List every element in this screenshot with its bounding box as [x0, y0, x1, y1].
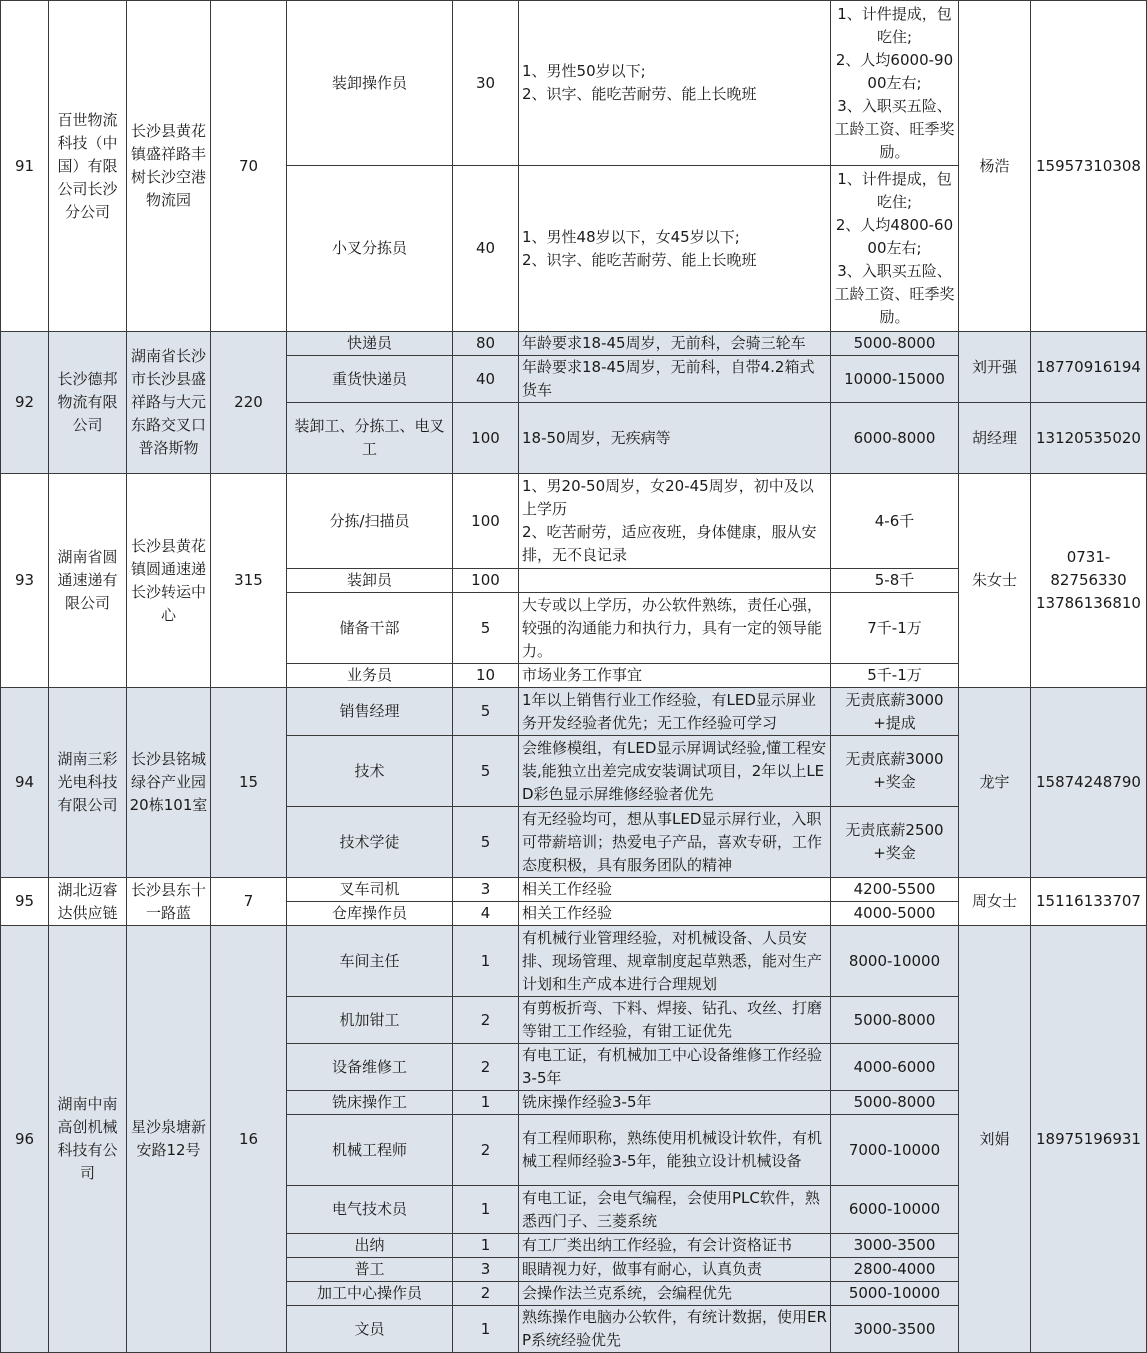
contact-phone: 15874248790: [1031, 688, 1147, 878]
job-count: 1: [453, 1186, 519, 1234]
total-headcount: 16: [211, 926, 287, 1353]
contact-phone: 0731- 82756330 13786136810: [1031, 474, 1147, 688]
job-salary: 8000-10000: [831, 926, 959, 997]
job-requirements: [519, 569, 831, 593]
job-title: 机加钳工: [287, 997, 453, 1044]
job-salary: 6000-8000: [831, 403, 959, 474]
job-salary: 7000-10000: [831, 1115, 959, 1186]
job-requirements: 市场业务工作事宜: [519, 664, 831, 688]
job-title: 销售经理: [287, 688, 453, 736]
job-count: 5: [453, 688, 519, 736]
total-headcount: 220: [211, 332, 287, 474]
job-requirements: 铣床操作经验3-5年: [519, 1091, 831, 1115]
job-count: 100: [453, 569, 519, 593]
job-title: 普工: [287, 1258, 453, 1282]
contact-phone: 18770916194: [1031, 332, 1147, 403]
job-count: 2: [453, 1044, 519, 1091]
job-salary: 5-8千: [831, 569, 959, 593]
job-salary: 5000-10000: [831, 1282, 959, 1306]
job-requirements: 熟练操作电脑办公软件，有统计数据，使用ERP系统经验优先: [519, 1306, 831, 1353]
job-requirements: 1、男性48岁以下，女45岁以下; 2、识字、能吃苦耐劳、能上长晚班: [519, 166, 831, 332]
job-count: 1: [453, 1234, 519, 1258]
job-salary: 6000-10000: [831, 1186, 959, 1234]
job-count: 3: [453, 1258, 519, 1282]
table-row: [1, 474, 1147, 569]
job-count: 100: [453, 403, 519, 474]
job-requirements: 会操作法兰克系统，会编程优先: [519, 1282, 831, 1306]
company-address: 长沙县黄花镇圆通速递长沙转运中心: [127, 474, 211, 688]
job-count: 1: [453, 1306, 519, 1353]
job-count: 2: [453, 1115, 519, 1186]
job-count: 100: [453, 474, 519, 569]
job-requirements: 1、男性50岁以下; 2、识字、能吃苦耐劳、能上长晚班: [519, 1, 831, 166]
job-count: 80: [453, 332, 519, 356]
job-salary: 4000-6000: [831, 1044, 959, 1091]
table-row: [1, 926, 1147, 997]
company-name: 长沙德邦物流有限公司: [49, 332, 127, 474]
contact-person: 刘开强: [959, 332, 1031, 403]
job-salary: 4200-5500: [831, 878, 959, 902]
contact-phone: 13120535020: [1031, 403, 1147, 474]
job-title: 铣床操作工: [287, 1091, 453, 1115]
job-title: 文员: [287, 1306, 453, 1353]
job-requirements: 有无经验均可，想从事LED显示屏行业，入职可带薪培训；热爱电子产品，喜欢专研，工作态度积极，具有服务团队的精神: [519, 807, 831, 878]
job-count: 4: [453, 902, 519, 926]
job-salary: 5千-1万: [831, 664, 959, 688]
job-count: 10: [453, 664, 519, 688]
job-requirements: 会维修模组，有LED显示屏调试经验,懂工程安装,能独立出差完成安装调试项目，2年以上LED彩色显示屏维修经验者优先: [519, 736, 831, 807]
job-salary: 4000-5000: [831, 902, 959, 926]
job-requirements: 年龄要求18-45周岁，无前科，会骑三轮车: [519, 332, 831, 356]
job-title: 出纳: [287, 1234, 453, 1258]
job-requirements: 年龄要求18-45周岁，无前科，自带4.2箱式货车: [519, 356, 831, 403]
job-title: 技术学徒: [287, 807, 453, 878]
job-title: 加工中心操作员: [287, 1282, 453, 1306]
company-name: 百世物流科技（中国）有限公司长沙分公司: [49, 1, 127, 332]
job-requirements: 18-50周岁，无疾病等: [519, 403, 831, 474]
job-requirements: 大专或以上学历，办公软件熟练，责任心强，较强的沟通能力和执行力，具有一定的领导能力。: [519, 593, 831, 664]
contact-person: 周女士: [959, 878, 1031, 926]
total-headcount: 70: [211, 1, 287, 332]
job-salary: 1、计件提成，包吃住; 2、人均4800-6000左右; 3、入职买五险、工龄工资、旺季奖励。: [831, 166, 959, 332]
contact-phone: 15957310308: [1031, 1, 1147, 332]
job-title: 仓库操作员: [287, 902, 453, 926]
job-count: 5: [453, 593, 519, 664]
job-count: 1: [453, 926, 519, 997]
row-number: 95: [1, 878, 49, 926]
job-title: 小叉分拣员: [287, 166, 453, 332]
contact-person: 龙宇: [959, 688, 1031, 878]
table-row: [1, 688, 1147, 736]
job-count: 30: [453, 1, 519, 166]
contact-person: 朱女士: [959, 474, 1031, 688]
job-title: 分拣/扫描员: [287, 474, 453, 569]
job-requirements: 相关工作经验: [519, 902, 831, 926]
contact-person: 杨浩: [959, 1, 1031, 332]
job-title: 装卸工、分拣工、电叉工: [287, 403, 453, 474]
table-row: [1, 1, 1147, 166]
job-title: 叉车司机: [287, 878, 453, 902]
job-count: 3: [453, 878, 519, 902]
company-address: 星沙泉塘新安路12号: [127, 926, 211, 1353]
job-salary: 无责底薪3000+奖金: [831, 736, 959, 807]
contact-phone: 15116133707: [1031, 878, 1147, 926]
company-name: 湖南三彩光电科技有限公司: [49, 688, 127, 878]
job-count: 40: [453, 356, 519, 403]
job-salary: 10000-15000: [831, 356, 959, 403]
job-title: 电气技术员: [287, 1186, 453, 1234]
job-salary: 5000-8000: [831, 1091, 959, 1115]
job-title: 装卸员: [287, 569, 453, 593]
job-requirements: 有工程师职称，熟练使用机械设计软件，有机械工程师经验3-5年，能独立设计机械设备: [519, 1115, 831, 1186]
job-count: 1: [453, 1091, 519, 1115]
job-title: 机械工程师: [287, 1115, 453, 1186]
job-title: 设备维修工: [287, 1044, 453, 1091]
job-requirements: 有剪板折弯、下料、焊接、钻孔、攻丝、打磨等钳工工作经验，有钳工证优先: [519, 997, 831, 1044]
job-requirements: 眼睛视力好，做事有耐心，认真负责: [519, 1258, 831, 1282]
total-headcount: 315: [211, 474, 287, 688]
job-salary: 无责底薪2500+奖金: [831, 807, 959, 878]
job-requirements: 有电工证，有机械加工中心设备维修工作经验3-5年: [519, 1044, 831, 1091]
job-requirements: 1年以上销售行业工作经验，有LED显示屏业务开发经验者优先；无工作经验可学习: [519, 688, 831, 736]
row-number: 96: [1, 926, 49, 1353]
job-salary: 4-6千: [831, 474, 959, 569]
job-requirements: 1、男20-50周岁，女20-45周岁，初中及以上学历 2、吃苦耐劳，适应夜班，身体健康，服从安排，无不良记录: [519, 474, 831, 569]
contact-phone: 18975196931: [1031, 926, 1147, 1353]
job-salary: 1、计件提成，包吃住; 2、人均6000-9000左右; 3、入职买五险、工龄工资、旺季奖励。: [831, 1, 959, 166]
company-address: 湖南省长沙市长沙县盛祥路与大元东路交叉口普洛斯物: [127, 332, 211, 474]
company-name: 湖北迈睿达供应链: [49, 878, 127, 926]
job-count: 2: [453, 997, 519, 1044]
job-salary: 7千-1万: [831, 593, 959, 664]
row-number: 91: [1, 1, 49, 332]
job-requirements: 有机械行业管理经验，对机械设备、人员安排、现场管理、规章制度起草熟悉，能对生产计划和生产成本进行合理规划: [519, 926, 831, 997]
job-count: 2: [453, 1282, 519, 1306]
job-title: 重货快递员: [287, 356, 453, 403]
row-number: 92: [1, 332, 49, 474]
job-title: 业务员: [287, 664, 453, 688]
job-requirements: 有电工证，会电气编程，会使用PLC软件，熟悉西门子、三菱系统: [519, 1186, 831, 1234]
row-number: 93: [1, 474, 49, 688]
job-salary: 无责底薪3000+提成: [831, 688, 959, 736]
job-title: 装卸操作员: [287, 1, 453, 166]
contact-person: 刘娟: [959, 926, 1031, 1353]
job-title: 储备干部: [287, 593, 453, 664]
job-salary: 5000-8000: [831, 332, 959, 356]
job-title: 快递员: [287, 332, 453, 356]
row-number: 94: [1, 688, 49, 878]
company-address: 长沙县黄花镇盛祥路丰树长沙空港物流园: [127, 1, 211, 332]
job-salary: 2800-4000: [831, 1258, 959, 1282]
company-name: 湖南省圆通速递有限公司: [49, 474, 127, 688]
job-count: 5: [453, 736, 519, 807]
company-name: 湖南中南高创机械科技有公司: [49, 926, 127, 1353]
company-address: 长沙县铭城绿谷产业园20栋101室: [127, 688, 211, 878]
job-salary: 3000-3500: [831, 1306, 959, 1353]
job-count: 40: [453, 166, 519, 332]
company-address: 长沙县东十一路蓝: [127, 878, 211, 926]
table-row: [1, 878, 1147, 902]
job-count: 5: [453, 807, 519, 878]
table-row: [1, 332, 1147, 356]
job-salary: 3000-3500: [831, 1234, 959, 1258]
job-requirements: 有工厂类出纳工作经验，有会计资格证书: [519, 1234, 831, 1258]
total-headcount: 15: [211, 688, 287, 878]
contact-person: 胡经理: [959, 403, 1031, 474]
job-requirements: 相关工作经验: [519, 878, 831, 902]
job-title: 车间主任: [287, 926, 453, 997]
total-headcount: 7: [211, 878, 287, 926]
job-salary: 5000-8000: [831, 997, 959, 1044]
job-title: 技术: [287, 736, 453, 807]
